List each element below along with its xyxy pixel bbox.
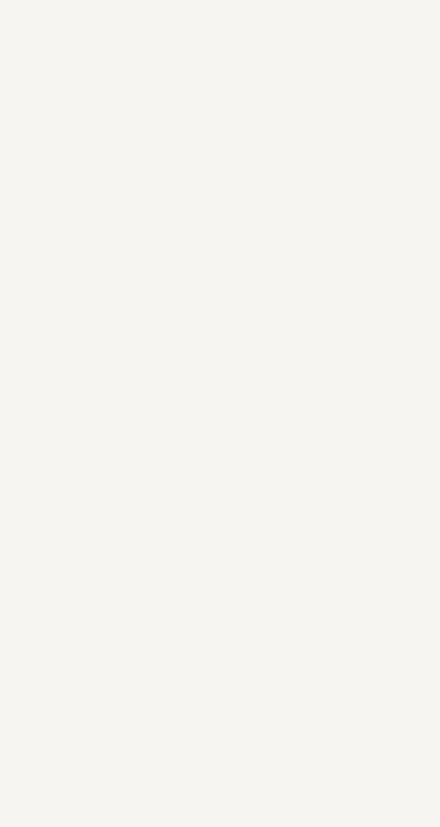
class-label	[43, 307, 46, 320]
class-label	[43, 448, 46, 461]
class-label	[43, 619, 46, 632]
